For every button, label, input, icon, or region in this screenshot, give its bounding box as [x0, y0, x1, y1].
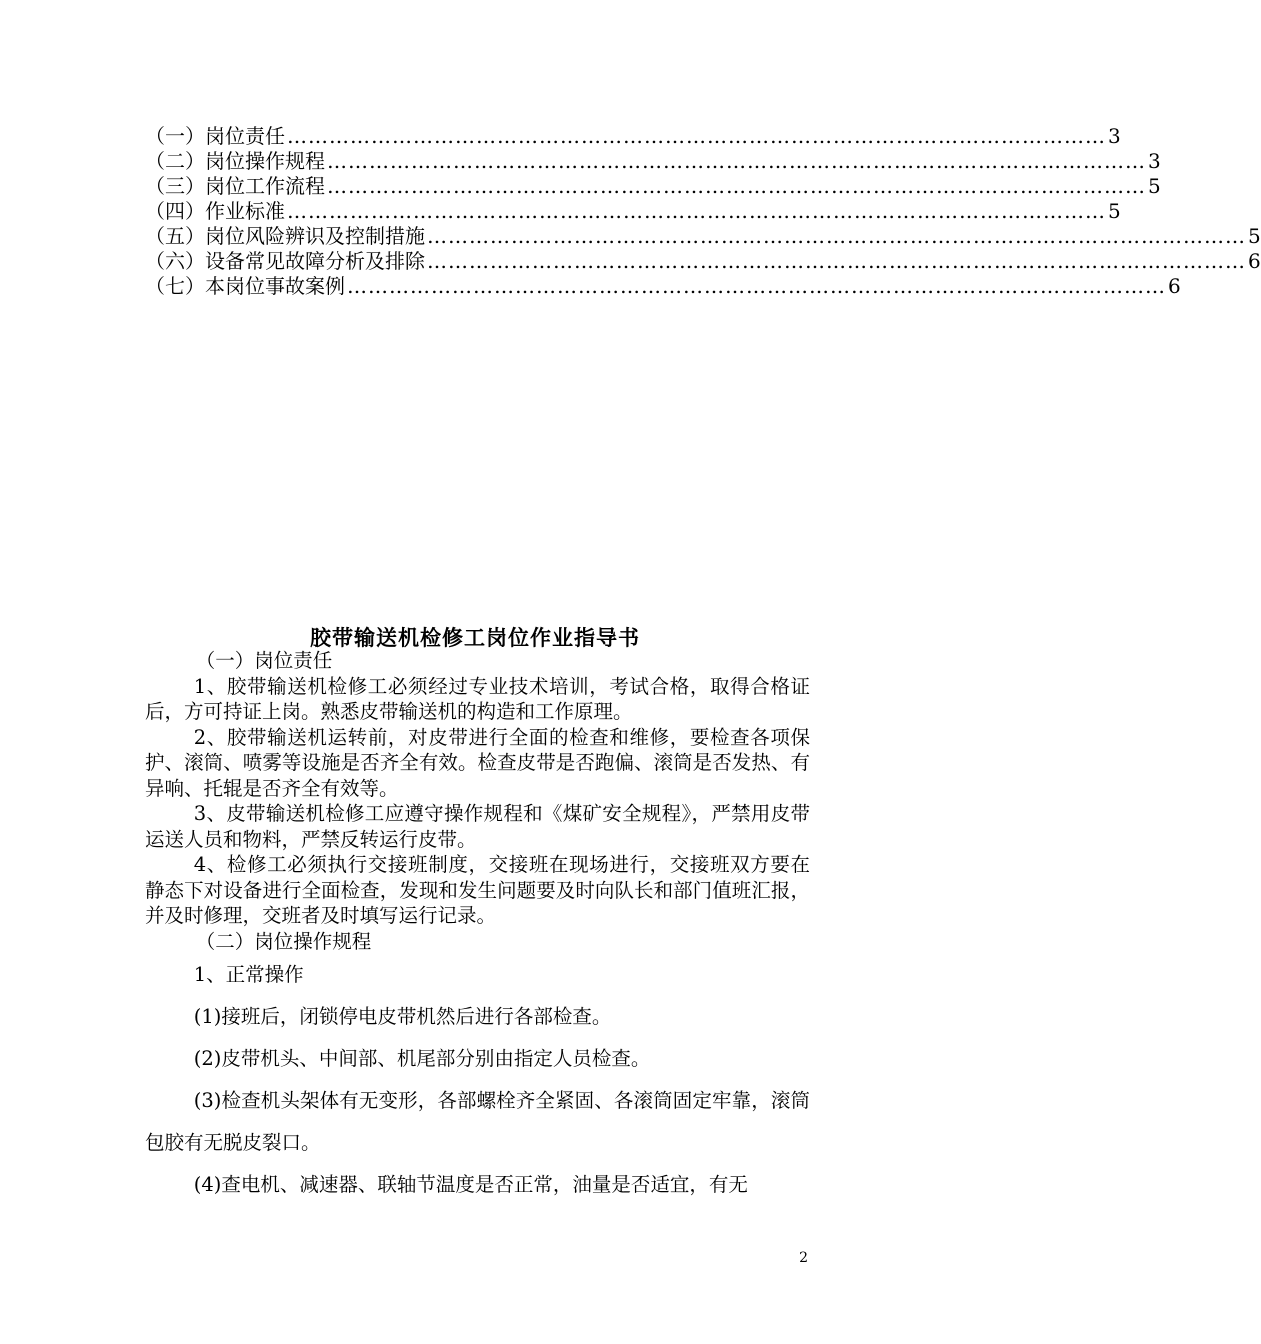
toc-entry-page: 5 — [1248, 224, 1261, 248]
toc-leader-dots: ……………………………………………………………………………………………………… — [287, 124, 1106, 148]
toc-entry[interactable] — [145, 174, 1161, 199]
toc-entry-page: 3 — [1148, 149, 1161, 173]
page-number: 2 — [799, 1250, 808, 1266]
paragraph: 1、胶带输送机检修工必须经过专业技术培训，考试合格，取得合格证后，方可持证上岗。熟悉皮带输送机的构造和工作原理。 — [145, 674, 810, 723]
subsection-heading: 1、正常操作 — [193, 963, 304, 986]
toc-entry-title: （一）岗位责任 — [145, 124, 285, 148]
toc-entry-title: （五）岗位风险辨识及控制措施 — [145, 224, 425, 248]
toc-entry[interactable] — [145, 199, 1121, 224]
toc-entry[interactable] — [145, 224, 1261, 249]
toc-leader-dots: ……………………………………………………………………………………………………… — [327, 174, 1146, 198]
document-body — [145, 648, 810, 1206]
toc-entry-page: 5 — [1108, 199, 1121, 223]
toc-entry-page: 6 — [1168, 274, 1181, 298]
paragraph: (2)皮带机头、中间部、机尾部分别由指定人员检查。 — [193, 1047, 651, 1070]
table-of-contents — [145, 124, 1261, 299]
toc-leader-dots: ……………………………………………………………………………………………………… — [327, 149, 1146, 173]
toc-leader-dots: ……………………………………………………………………………………………………… — [287, 199, 1106, 223]
section-heading: （二）岗位操作规程 — [195, 929, 372, 953]
document-title: 胶带输送机检修工岗位作业指导书 — [310, 625, 640, 650]
toc-entry-page: 5 — [1148, 174, 1161, 198]
paragraph: (4)查电机、减速器、联轴节温度是否正常，油量是否适宜，有无 — [193, 1173, 748, 1196]
paragraph: 2、胶带输送机运转前，对皮带进行全面的检查和维修，要检查各项保护、滚筒、喷雾等设施是否齐全有效。检查皮带是否跑偏、滚筒是否发热、有异响、托辊是否齐全有效等。 — [145, 725, 810, 800]
toc-entry[interactable] — [145, 124, 1121, 149]
toc-entry-title: （七）本岗位事故案例 — [145, 274, 345, 298]
paragraph: 4、检修工必须执行交接班制度，交接班在现场进行，交接班双方要在静态下对设备进行全面检查，发现和发生问题要及时向队长和部门值班汇报，并及时修理，交班者及时填写运行记录。 — [145, 853, 810, 927]
toc-entry-title: （六）设备常见故障分析及排除 — [145, 249, 425, 273]
toc-entry[interactable] — [145, 274, 1181, 299]
toc-leader-dots: ……………………………………………………………………………………………………… — [427, 224, 1246, 248]
paragraph: (3)检查机头架体有无变形，各部螺栓齐全紧固、各滚筒固定牢靠，滚筒包胶有无脱皮裂口。 — [145, 1089, 810, 1154]
toc-entry-page: 6 — [1248, 249, 1261, 273]
toc-leader-dots: ……………………………………………………………………………………………………… — [347, 274, 1166, 298]
toc-entry[interactable] — [145, 149, 1161, 174]
section-heading: （一）岗位责任 — [195, 649, 333, 672]
toc-entry[interactable] — [145, 249, 1261, 274]
toc-entry-title: （四）作业标准 — [145, 199, 285, 223]
paragraph: 3、皮带输送机检修工应遵守操作规程和《煤矿安全规程》，严禁用皮带运送人员和物料，严禁反转运行皮带。 — [145, 802, 810, 851]
toc-leader-dots: ……………………………………………………………………………………………………… — [427, 249, 1246, 273]
toc-entry-title: （三）岗位工作流程 — [145, 174, 325, 198]
paragraph: (1)接班后，闭锁停电皮带机然后进行各部检查。 — [193, 1005, 612, 1028]
toc-entry-page: 3 — [1108, 124, 1121, 148]
toc-entry-title: （二）岗位操作规程 — [145, 149, 325, 173]
